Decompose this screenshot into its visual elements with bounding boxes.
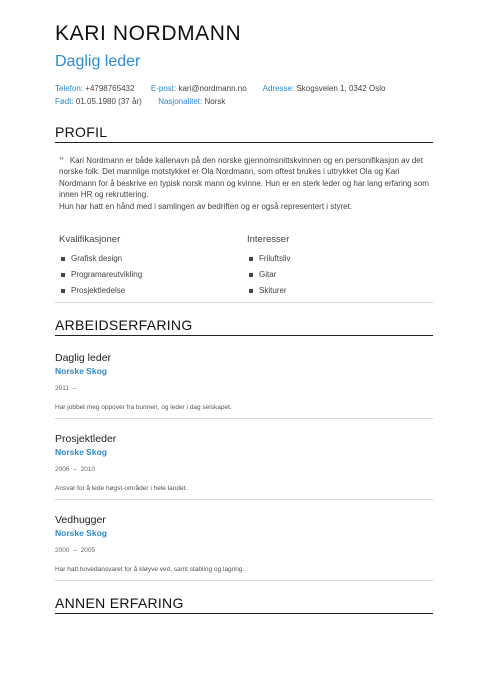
qualifications-list [59,254,142,302]
job-description: Har hatt hovedansvaret for å kløyve ved, samt stabling og lagring. [55,566,245,573]
job-date: 2006 – 2010 [55,466,96,473]
divider [55,418,433,419]
list-item: Programareutvikling [59,270,142,286]
divider [55,302,433,303]
phone-label: Telefon: [55,84,84,93]
job-date: 2011 – [55,385,77,392]
born-label: Født: [55,97,74,106]
quote-icon: ❝ [59,155,64,165]
job-title: Vedhugger [55,514,106,526]
job-company: Norske Skog [55,528,107,538]
experience-section-title: ARBEIDSERFARING [55,317,433,336]
divider [55,499,433,500]
interests-list [247,254,291,302]
qualifications-title: Kvalifikasjoner [59,234,121,245]
job-title: Prosjektleder [55,433,117,445]
list-item: Friluftsliv [247,254,291,270]
profile-text-2: Hun har hatt en hånd med i samlingen av bedriften og er også representert i styret. [59,201,353,211]
email-value[interactable]: kari@nordmann.no [178,84,247,93]
email-label: E-post: [150,84,177,93]
profile-summary [59,155,435,212]
list-item: Gitar [247,270,291,286]
job-date: 2000 – 2005 [55,547,96,554]
address-label: Adresse: [262,84,295,93]
job-company: Norske Skog [55,447,107,457]
interests-title: Interesser [247,234,290,245]
contact-line-1 [55,84,385,93]
job-description: Ansvar for å lede høgst-områder i hele landet. [55,485,188,492]
candidate-role: Daglig leder [55,53,141,70]
profile-text-1: Kari Nordmann er både kallenavn på den norske gjennomsnittskvinnen og en personifikasjon av det norske folk. Det mannlige motstykket er Ola Nordmann, som oftest brukes i uttrykket Ola og Kari Nordmann for å beskrive en typisk norsk mann og kvinne. Hun er en sterk leder og har lang erfaring som innen HR og rekruttering. [59,156,429,200]
born-value: 01.05.1980 (37 år) [75,97,142,106]
contact-line-2 [55,97,225,106]
list-item: Grafisk design [59,254,142,270]
list-item: Skiturer [247,286,291,302]
phone-value: +4798765432 [85,84,135,93]
address-value: Skogsveien 1, 0342 Oslo [296,84,386,93]
divider [55,580,433,581]
candidate-name: KARI NORDMANN [55,22,242,45]
job-company: Norske Skog [55,366,107,376]
nationality-label: Nasjonalitet: [158,97,203,106]
job-title: Daglig leder [55,352,112,364]
profile-section-title: PROFIL [55,124,433,143]
list-item: Prosjektledelse [59,286,142,302]
other-experience-section-title: ANNEN ERFARING [55,595,433,614]
nationality-value: Norsk [204,97,226,106]
job-description: Har jobbet meg oppover fra bunnen, og leder i dag selskapet. [55,404,232,411]
